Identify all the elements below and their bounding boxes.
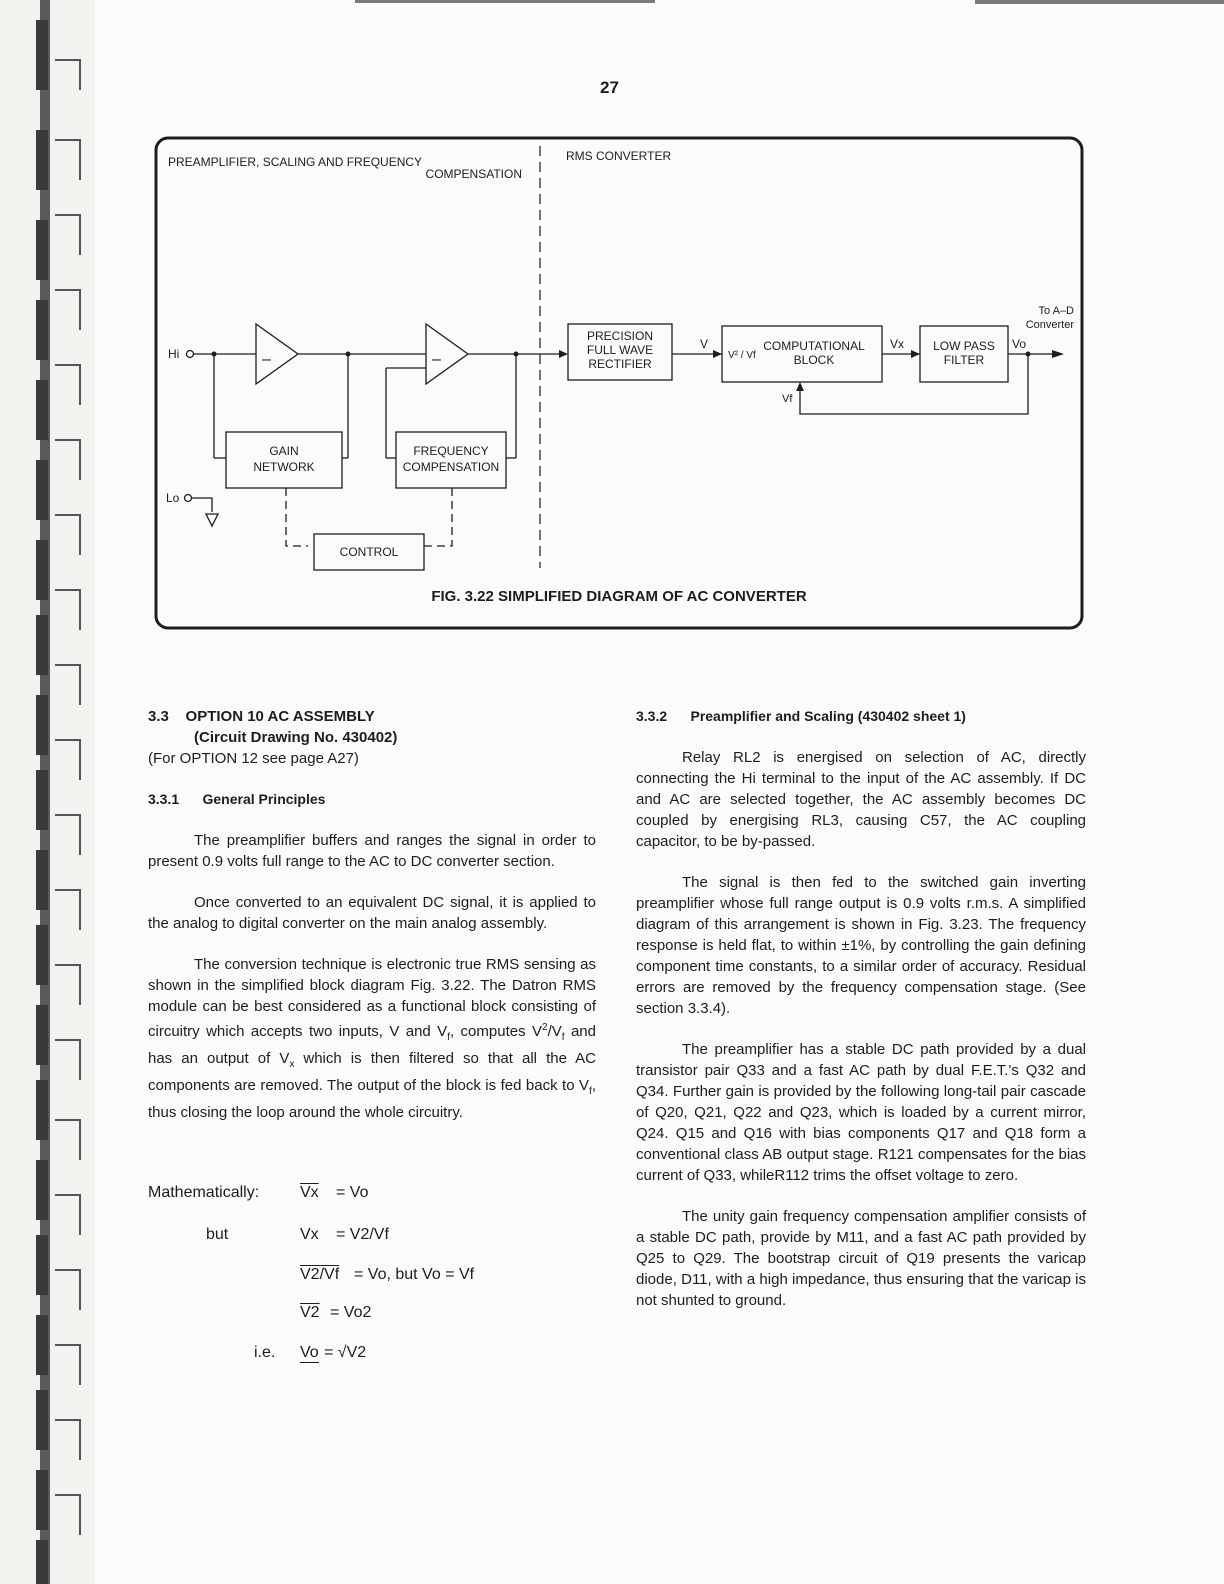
left-section-title-2: COMPENSATION: [425, 167, 522, 181]
subsection-number: 3.3.1: [148, 791, 180, 807]
to-ad-label-1: To A–D: [1038, 305, 1074, 317]
math-mathematically: Mathematically:: [148, 1184, 260, 1201]
vo-label: Vo: [1012, 337, 1027, 351]
math-but: but: [206, 1226, 229, 1243]
left-section-title-1: PREAMPLIFIER, SCALING AND FREQUENCY: [168, 155, 423, 169]
subsection-title: General Principles: [202, 791, 326, 807]
eq3-right: = Vo, but Vo = Vf: [354, 1266, 475, 1283]
eq2-left: Vx: [300, 1226, 319, 1243]
math-ie: i.e.: [254, 1344, 276, 1361]
freq-comp-label-2: COMPENSATION: [402, 460, 500, 474]
lowpass-label-2: FILTER: [943, 353, 985, 367]
lo-label: Lo: [166, 491, 180, 505]
section-number: 3.3: [148, 708, 169, 725]
diagram-frame: [156, 138, 1082, 628]
paragraph-preamplifier: The preamplifier buffers and ranges the signal in order to present 0.9 volts full range to the AC to DC converter section.: [148, 832, 596, 870]
eq2-right: = V2/Vf: [336, 1226, 389, 1243]
section-title: OPTION 10 AC ASSEMBLY: [185, 708, 375, 725]
subsection-heading-331: [148, 789, 596, 810]
paragraph-relay: Relay RL2 is energised on selection of AC, directly connecting the Hi terminal to the input of the AC assembly. If DC and AC are selected together, the AC assembly becomes DC coupled by energising RL3, causing C57, the AC coupling capacitor, to be by-passed.: [636, 749, 1086, 850]
paragraph-converted: Once converted to an equivalent DC signal, it is applied to the analog to digital converter on the main analog assembly.: [148, 894, 596, 932]
computational-label-1: COMPUTATIONAL: [763, 339, 865, 353]
eq5-right: = √V2: [324, 1344, 367, 1361]
paragraph-unity-gain: The unity gain frequency compensation amplifier consists of a stable DC path, provide by M11, and a fast AC path provided by Q25 to Q29. The bootstrap circuit of Q19 presents the varicap diode, D11, with a high impedance, thus ensuring that the varicap is not shunted to ground.: [636, 1208, 1086, 1309]
left-column: [148, 706, 596, 1123]
ac-converter-diagram: [150, 132, 1090, 636]
paragraph-conversion-technique: The conversion technique is electronic true RMS sensing as shown in the simplified block diagram Fig. 3.22. The Datron RMS module can be best considered as a functional block consisting of circuitry which accepts two inputs, V and $V_f$, computes $V^2/V_f$ and has an output of $V_x$ which is then filtered so that all the AC components are removed. The output of the block is fed back to $V_f$, thus closing the loop around the whole circuitry.: [148, 956, 596, 1121]
lowpass-label-1: LOW PASS: [933, 339, 995, 353]
preamp-sign: –: [262, 351, 271, 368]
right-column: [636, 706, 1086, 1311]
subsection-title: Preamplifier and Scaling (430402 sheet 1): [690, 708, 966, 724]
drawing-ref: (Circuit Drawing No. 430402): [194, 729, 398, 746]
right-section-title: RMS CONVERTER: [566, 149, 672, 163]
freq-amp-sign: –: [432, 351, 441, 368]
eq1-right: = Vo: [336, 1184, 369, 1201]
top-edge-shadow: [95, 0, 1224, 8]
computational-label-2: BLOCK: [793, 353, 835, 367]
section-heading: [148, 706, 596, 727]
gain-network-label-1: GAIN: [269, 444, 299, 458]
vx-label: Vx: [890, 337, 905, 351]
eq3-left: V2/Vf: [300, 1266, 340, 1283]
hi-label: Hi: [168, 347, 180, 361]
vf-label: Vf: [782, 393, 793, 405]
freq-comp-label-1: FREQUENCY: [413, 444, 489, 458]
paragraph-stable-dc: The preamplifier has a stable DC path provided by a dual transistor pair Q33 and a fast AC path by dual F.E.T.'s Q32 and Q34. Further gain is provided by the following long-tail pair cascade of Q20, Q21, Q22 and Q23, which is loaded by a current mirror, Q24. Q15 and Q16 with bias components Q17 and Q18 form a conventional class AB output stage. R121 compensates for the bias current of Q33, whileR112 trims the offset voltage to zero.: [636, 1041, 1086, 1184]
rectifier-label-1: PRECISION: [586, 329, 654, 343]
to-ad-label-2: Converter: [1025, 319, 1074, 331]
control-label: CONTROL: [339, 545, 399, 559]
v-label: V: [700, 337, 709, 351]
math-derivation: [148, 1180, 568, 1380]
eq4-left: V2: [300, 1304, 320, 1321]
binding-edge: [0, 0, 95, 1584]
rectifier-label-2: FULL WAVE: [586, 343, 654, 357]
page-number: 27: [600, 78, 619, 97]
figure-caption: FIG. 3.22 SIMPLIFIED DIAGRAM OF AC CONVERTER: [431, 588, 807, 605]
option-note: (For OPTION 12 see page A27): [148, 750, 359, 767]
paragraph-signal: The signal is then fed to the switched gain inverting preamplifier whose full range output is 0.9 volts r.m.s. A simplified diagram of this arrangement is shown in Fig. 3.23. The frequency response is held flat, to within ±1%, by controlling the gain defining component time constants, to a similar order of accuracy. Residual errors are removed by the frequency compensation stage. (See section 3.3.4).: [636, 874, 1086, 1017]
rectifier-label-3: RECTIFIER: [588, 357, 652, 371]
gain-network-label-2: NETWORK: [253, 460, 315, 474]
v2-vf-label: V² / Vf: [728, 350, 756, 361]
subsection-number: 3.3.2: [636, 708, 668, 724]
subsection-heading-332: [636, 706, 1086, 727]
eq5-left: Vo: [300, 1344, 319, 1361]
eq4-right: = Vo2: [330, 1304, 372, 1321]
eq1-left: $\overline{Vx}$: [300, 1184, 319, 1201]
